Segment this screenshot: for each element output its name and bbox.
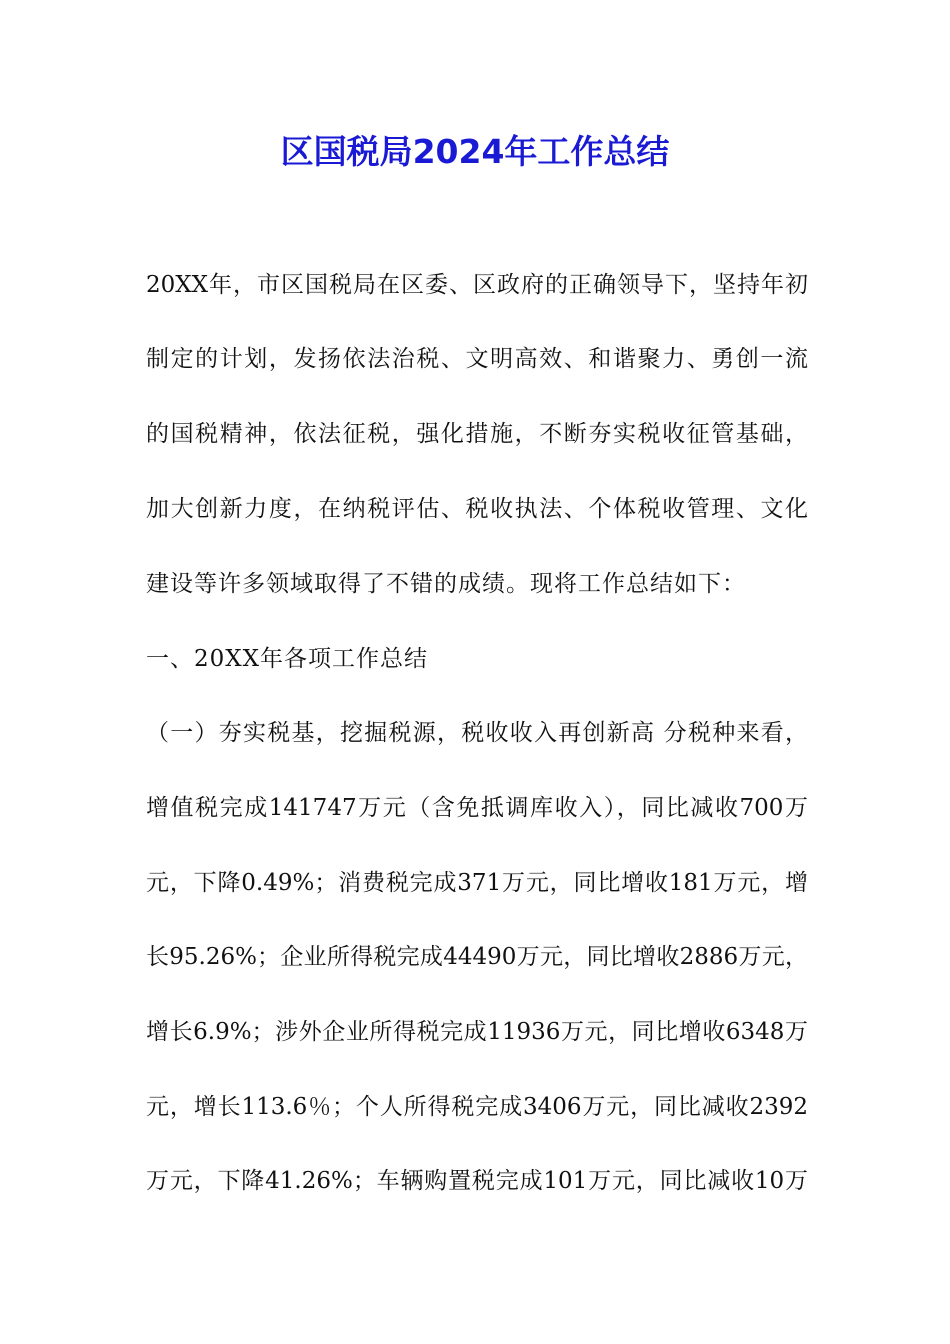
paragraph-line: 增值税完成141747万元（含免抵调库收入），同比减收700万 (146, 795, 808, 821)
paragraph-line: 元，增长113.6％；个人所得税完成3406万元，同比减收2392 (146, 1094, 808, 1120)
document-title: 区国税局2024年工作总结 (280, 132, 670, 171)
paragraph-line: 制定的计划，发扬依法治税、文明高效、和谐聚力、勇创一流 (146, 346, 808, 372)
paragraph-line: 万元，下降41.26%；车辆购置税完成101万元，同比减收10万 (146, 1168, 808, 1194)
paragraph-line: 的国税精神，依法征税，强化措施，不断夯实税收征管基础， (146, 421, 808, 447)
paragraph-line: 元，下降0.49%；消费税完成371万元，同比增收181万元，增 (146, 870, 808, 896)
paragraph-line: （一）夯实税基，挖掘税源，税收收入再创新高 分税种来看， (146, 720, 808, 746)
paragraph-line: 增长6.9%；涉外企业所得税完成11936万元，同比增收6348万 (146, 1019, 808, 1045)
section-heading: 一、20XX年各项工作总结 (146, 646, 429, 672)
paragraph-line: 建设等许多领域取得了不错的成绩。现将工作总结如下： (146, 571, 746, 597)
paragraph-line: 加大创新力度，在纳税评估、税收执法、个体税收管理、文化 (146, 496, 808, 522)
paragraph-line: 20XX年，市区国税局在区委、区政府的正确领导下，坚持年初 (146, 272, 808, 298)
paragraph-line: 长95.26%；企业所得税完成44490万元，同比增收2886万元， (146, 944, 808, 970)
